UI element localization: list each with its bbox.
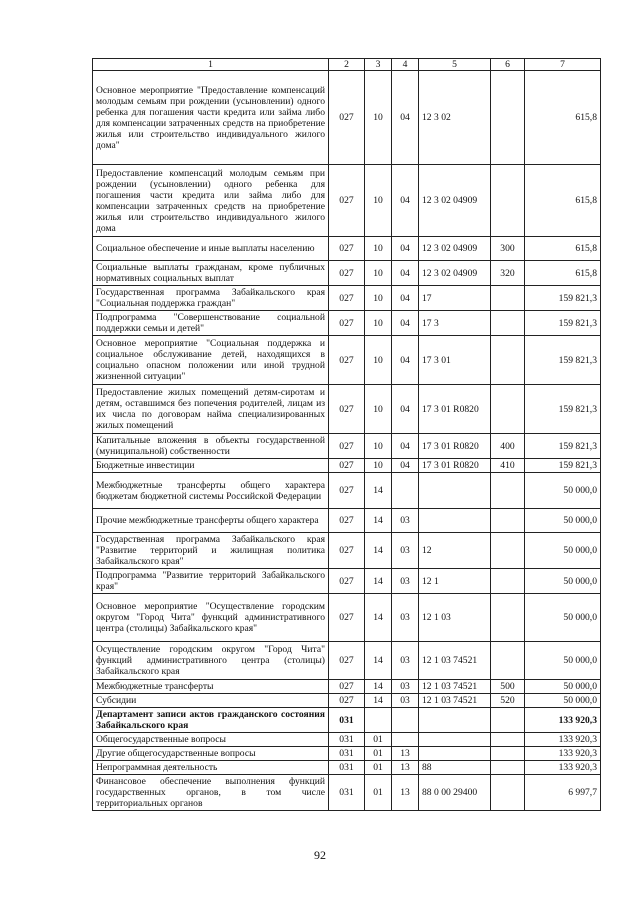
row-amount-cell: 615,8	[525, 71, 601, 165]
row-subsection-cell: 13	[392, 761, 419, 775]
row-section-cell: 10	[365, 286, 392, 311]
row-target-cell: 88 0 00 29400	[419, 775, 491, 811]
row-type-cell	[491, 594, 525, 642]
row-subsection-cell: 03	[392, 642, 419, 680]
row-section-cell: 01	[365, 733, 392, 747]
row-name-cell: Департамент записи актов гражданского состояния Забайкальского края	[93, 708, 329, 733]
row-code-cell: 027	[329, 237, 365, 261]
row-subsection-cell: 04	[392, 385, 419, 434]
table-row	[93, 642, 601, 680]
row-name-cell: Социальные выплаты гражданам, кроме публичных нормативных социальных выплат	[93, 261, 329, 286]
row-name-cell: Межбюджетные трансферты общего характера бюджетам бюджетной системы Российской Федерации	[93, 473, 329, 509]
row-name-cell: Межбюджетные трансферты	[93, 680, 329, 694]
row-type-cell: 500	[491, 680, 525, 694]
table-row	[93, 509, 601, 533]
row-subsection-cell: 04	[392, 459, 419, 473]
row-type-cell	[491, 509, 525, 533]
row-code-cell: 027	[329, 459, 365, 473]
row-name-cell: Предоставление компенсаций молодым семьям при рождении (усыновлении) одного ребенка для погашения части кредита или займа либо для компенсации затраченных средств на приобретение жилья или строительство индивидуального жилого дома	[93, 165, 329, 237]
row-section-cell: 10	[365, 71, 392, 165]
row-section-cell: 10	[365, 459, 392, 473]
row-name-cell: Социальное обеспечение и иные выплаты населению	[93, 237, 329, 261]
header-row	[93, 59, 601, 71]
row-code-cell: 027	[329, 311, 365, 336]
row-amount-cell: 615,8	[525, 165, 601, 237]
row-code-cell: 031	[329, 708, 365, 733]
row-target-cell: 12 3 02 04909	[419, 261, 491, 286]
row-code-cell: 027	[329, 509, 365, 533]
row-amount-cell: 159 821,3	[525, 459, 601, 473]
row-code-cell: 027	[329, 569, 365, 594]
table-row	[93, 733, 601, 747]
row-subsection-cell: 03	[392, 569, 419, 594]
table-row	[93, 286, 601, 311]
row-name-cell: Капитальные вложения в объекты государственной (муниципальной) собственности	[93, 434, 329, 459]
table-row	[93, 594, 601, 642]
table-row	[93, 775, 601, 811]
row-target-cell: 17 3 01 R0820	[419, 385, 491, 434]
row-amount-cell: 50 000,0	[525, 642, 601, 680]
row-section-cell: 10	[365, 434, 392, 459]
row-code-cell: 031	[329, 761, 365, 775]
table-row	[93, 747, 601, 761]
row-type-cell: 320	[491, 261, 525, 286]
row-name-cell: Субсидии	[93, 694, 329, 708]
table-row	[93, 165, 601, 237]
row-target-cell: 17 3 01 R0820	[419, 434, 491, 459]
row-subsection-cell: 04	[392, 237, 419, 261]
row-type-cell: 520	[491, 694, 525, 708]
row-subsection-cell	[392, 473, 419, 509]
row-type-cell	[491, 733, 525, 747]
row-section-cell: 14	[365, 642, 392, 680]
row-name-cell: Основное мероприятие "Осуществление городским округом "Город Чита" функций административного центра (столицы) Забайкальского края"	[93, 594, 329, 642]
row-amount-cell: 133 920,3	[525, 747, 601, 761]
row-subsection-cell	[392, 733, 419, 747]
row-section-cell: 14	[365, 533, 392, 569]
row-section-cell: 14	[365, 509, 392, 533]
row-section-cell: 01	[365, 775, 392, 811]
row-name-cell: Подпрограмма "Развитие территорий Забайкальского края"	[93, 569, 329, 594]
row-type-cell	[491, 747, 525, 761]
row-target-cell: 17 3 01	[419, 336, 491, 385]
table-row	[93, 261, 601, 286]
table-row	[93, 694, 601, 708]
row-type-cell	[491, 775, 525, 811]
row-name-cell: Финансовое обеспечение выполнения функций государственных органов, в том числе территориальных органов	[93, 775, 329, 811]
header-cell: 4	[392, 59, 419, 71]
row-amount-cell: 159 821,3	[525, 311, 601, 336]
table-row	[93, 434, 601, 459]
row-subsection-cell: 03	[392, 509, 419, 533]
row-section-cell: 14	[365, 694, 392, 708]
row-code-cell: 027	[329, 385, 365, 434]
table-row	[93, 761, 601, 775]
row-amount-cell: 615,8	[525, 237, 601, 261]
table-row	[93, 459, 601, 473]
row-type-cell	[491, 569, 525, 594]
row-code-cell: 031	[329, 733, 365, 747]
row-amount-cell: 159 821,3	[525, 434, 601, 459]
row-target-cell: 12 3 02	[419, 71, 491, 165]
row-subsection-cell: 03	[392, 533, 419, 569]
row-amount-cell: 615,8	[525, 261, 601, 286]
row-type-cell: 400	[491, 434, 525, 459]
row-target-cell	[419, 509, 491, 533]
row-type-cell: 410	[491, 459, 525, 473]
row-type-cell	[491, 286, 525, 311]
row-name-cell: Государственная программа Забайкальского края "Социальная поддержка граждан"	[93, 286, 329, 311]
row-section-cell: 14	[365, 473, 392, 509]
row-amount-cell: 159 821,3	[525, 385, 601, 434]
table-row	[93, 385, 601, 434]
table-row	[93, 708, 601, 733]
row-type-cell	[491, 311, 525, 336]
row-subsection-cell: 03	[392, 680, 419, 694]
row-subsection-cell: 03	[392, 694, 419, 708]
row-target-cell: 17	[419, 286, 491, 311]
row-type-cell	[491, 385, 525, 434]
table-row	[93, 336, 601, 385]
table-row	[93, 311, 601, 336]
row-subsection-cell: 04	[392, 165, 419, 237]
row-amount-cell: 133 920,3	[525, 761, 601, 775]
row-name-cell: Предоставление жилых помещений детям-сиротам и детям, оставшимся без попечения родителей, лицам из их числа по договорам найма специализированных жилых помещений	[93, 385, 329, 434]
row-target-cell	[419, 747, 491, 761]
row-code-cell: 027	[329, 642, 365, 680]
header-cell: 2	[329, 59, 365, 71]
row-section-cell: 10	[365, 385, 392, 434]
row-target-cell: 17 3 01 R0820	[419, 459, 491, 473]
table-row	[93, 237, 601, 261]
row-amount-cell: 50 000,0	[525, 594, 601, 642]
row-type-cell	[491, 761, 525, 775]
row-type-cell: 300	[491, 237, 525, 261]
table-row	[93, 569, 601, 594]
table-row	[93, 71, 601, 165]
header-cell: 1	[93, 59, 329, 71]
row-name-cell: Основное мероприятие "Предоставление компенсаций молодым семьям при рождении (усыновлении) одного ребенка для погашения части кредита или займа либо для компенсации затраченных средств на приобретение жилья или строительство индивидуального жилого дома"	[93, 71, 329, 165]
row-amount-cell: 50 000,0	[525, 473, 601, 509]
row-subsection-cell: 04	[392, 434, 419, 459]
row-name-cell: Прочие межбюджетные трансферты общего характера	[93, 509, 329, 533]
row-amount-cell: 50 000,0	[525, 569, 601, 594]
row-target-cell: 12	[419, 533, 491, 569]
row-target-cell: 12 1	[419, 569, 491, 594]
row-target-cell: 12 1 03 74521	[419, 642, 491, 680]
header-cell: 7	[525, 59, 601, 71]
table-body	[93, 71, 601, 811]
table-row	[93, 680, 601, 694]
row-target-cell: 12 3 02 04909	[419, 165, 491, 237]
row-code-cell: 027	[329, 434, 365, 459]
row-amount-cell: 50 000,0	[525, 694, 601, 708]
row-target-cell: 12 1 03 74521	[419, 694, 491, 708]
row-code-cell: 027	[329, 71, 365, 165]
row-name-cell: Непрограммная деятельность	[93, 761, 329, 775]
row-target-cell	[419, 473, 491, 509]
row-section-cell: 01	[365, 747, 392, 761]
row-section-cell: 14	[365, 569, 392, 594]
row-type-cell	[491, 71, 525, 165]
row-section-cell	[365, 708, 392, 733]
row-target-cell	[419, 733, 491, 747]
row-code-cell: 031	[329, 775, 365, 811]
row-subsection-cell: 04	[392, 311, 419, 336]
row-section-cell: 10	[365, 336, 392, 385]
row-section-cell: 01	[365, 761, 392, 775]
row-target-cell: 88	[419, 761, 491, 775]
row-code-cell: 027	[329, 286, 365, 311]
row-amount-cell: 50 000,0	[525, 533, 601, 569]
row-section-cell: 10	[365, 261, 392, 286]
budget-table	[92, 58, 601, 811]
row-name-cell: Государственная программа Забайкальского края "Развитие территорий и жилищная политика Забайкальского края"	[93, 533, 329, 569]
row-name-cell: Бюджетные инвестиции	[93, 459, 329, 473]
page-number: 92	[314, 848, 326, 862]
row-code-cell: 027	[329, 680, 365, 694]
row-subsection-cell: 04	[392, 71, 419, 165]
row-code-cell: 027	[329, 165, 365, 237]
row-name-cell: Основное мероприятие "Социальная поддержка и социальное обслуживание детей, находящихся в социально опасном положении или иной трудной жизненной ситуации"	[93, 336, 329, 385]
row-name-cell: Другие общегосударственные вопросы	[93, 747, 329, 761]
row-target-cell	[419, 708, 491, 733]
row-name-cell: Подпрограмма "Совершенствование социальной поддержки семьи и детей"	[93, 311, 329, 336]
row-type-cell	[491, 165, 525, 237]
row-amount-cell: 133 920,3	[525, 708, 601, 733]
row-amount-cell: 50 000,0	[525, 509, 601, 533]
row-amount-cell: 133 920,3	[525, 733, 601, 747]
row-type-cell	[491, 336, 525, 385]
row-amount-cell: 159 821,3	[525, 286, 601, 311]
row-target-cell: 17 3	[419, 311, 491, 336]
row-subsection-cell: 04	[392, 261, 419, 286]
row-name-cell: Осуществление городским округом "Город Чита" функций административного центра (столицы) Забайкальского края	[93, 642, 329, 680]
row-subsection-cell: 04	[392, 286, 419, 311]
row-target-cell: 12 1 03	[419, 594, 491, 642]
header-cell: 5	[419, 59, 491, 71]
row-subsection-cell: 13	[392, 775, 419, 811]
row-target-cell: 12 1 03 74521	[419, 680, 491, 694]
row-code-cell: 027	[329, 533, 365, 569]
row-name-cell: Общегосударственные вопросы	[93, 733, 329, 747]
row-subsection-cell: 03	[392, 594, 419, 642]
table-row	[93, 533, 601, 569]
row-subsection-cell	[392, 708, 419, 733]
row-target-cell: 12 3 02 04909	[419, 237, 491, 261]
row-code-cell: 031	[329, 747, 365, 761]
row-type-cell	[491, 473, 525, 509]
row-code-cell: 027	[329, 473, 365, 509]
row-type-cell	[491, 708, 525, 733]
row-section-cell: 10	[365, 165, 392, 237]
row-code-cell: 027	[329, 594, 365, 642]
row-code-cell: 027	[329, 261, 365, 286]
row-section-cell: 10	[365, 311, 392, 336]
row-type-cell	[491, 533, 525, 569]
header-cell: 6	[491, 59, 525, 71]
row-amount-cell: 6 997,7	[525, 775, 601, 811]
row-section-cell: 14	[365, 680, 392, 694]
row-amount-cell: 159 821,3	[525, 336, 601, 385]
row-code-cell: 027	[329, 694, 365, 708]
row-type-cell	[491, 642, 525, 680]
row-code-cell: 027	[329, 336, 365, 385]
header-cell: 3	[365, 59, 392, 71]
row-amount-cell: 50 000,0	[525, 680, 601, 694]
row-subsection-cell: 13	[392, 747, 419, 761]
row-section-cell: 10	[365, 237, 392, 261]
row-subsection-cell: 04	[392, 336, 419, 385]
table-row	[93, 473, 601, 509]
row-section-cell: 14	[365, 594, 392, 642]
